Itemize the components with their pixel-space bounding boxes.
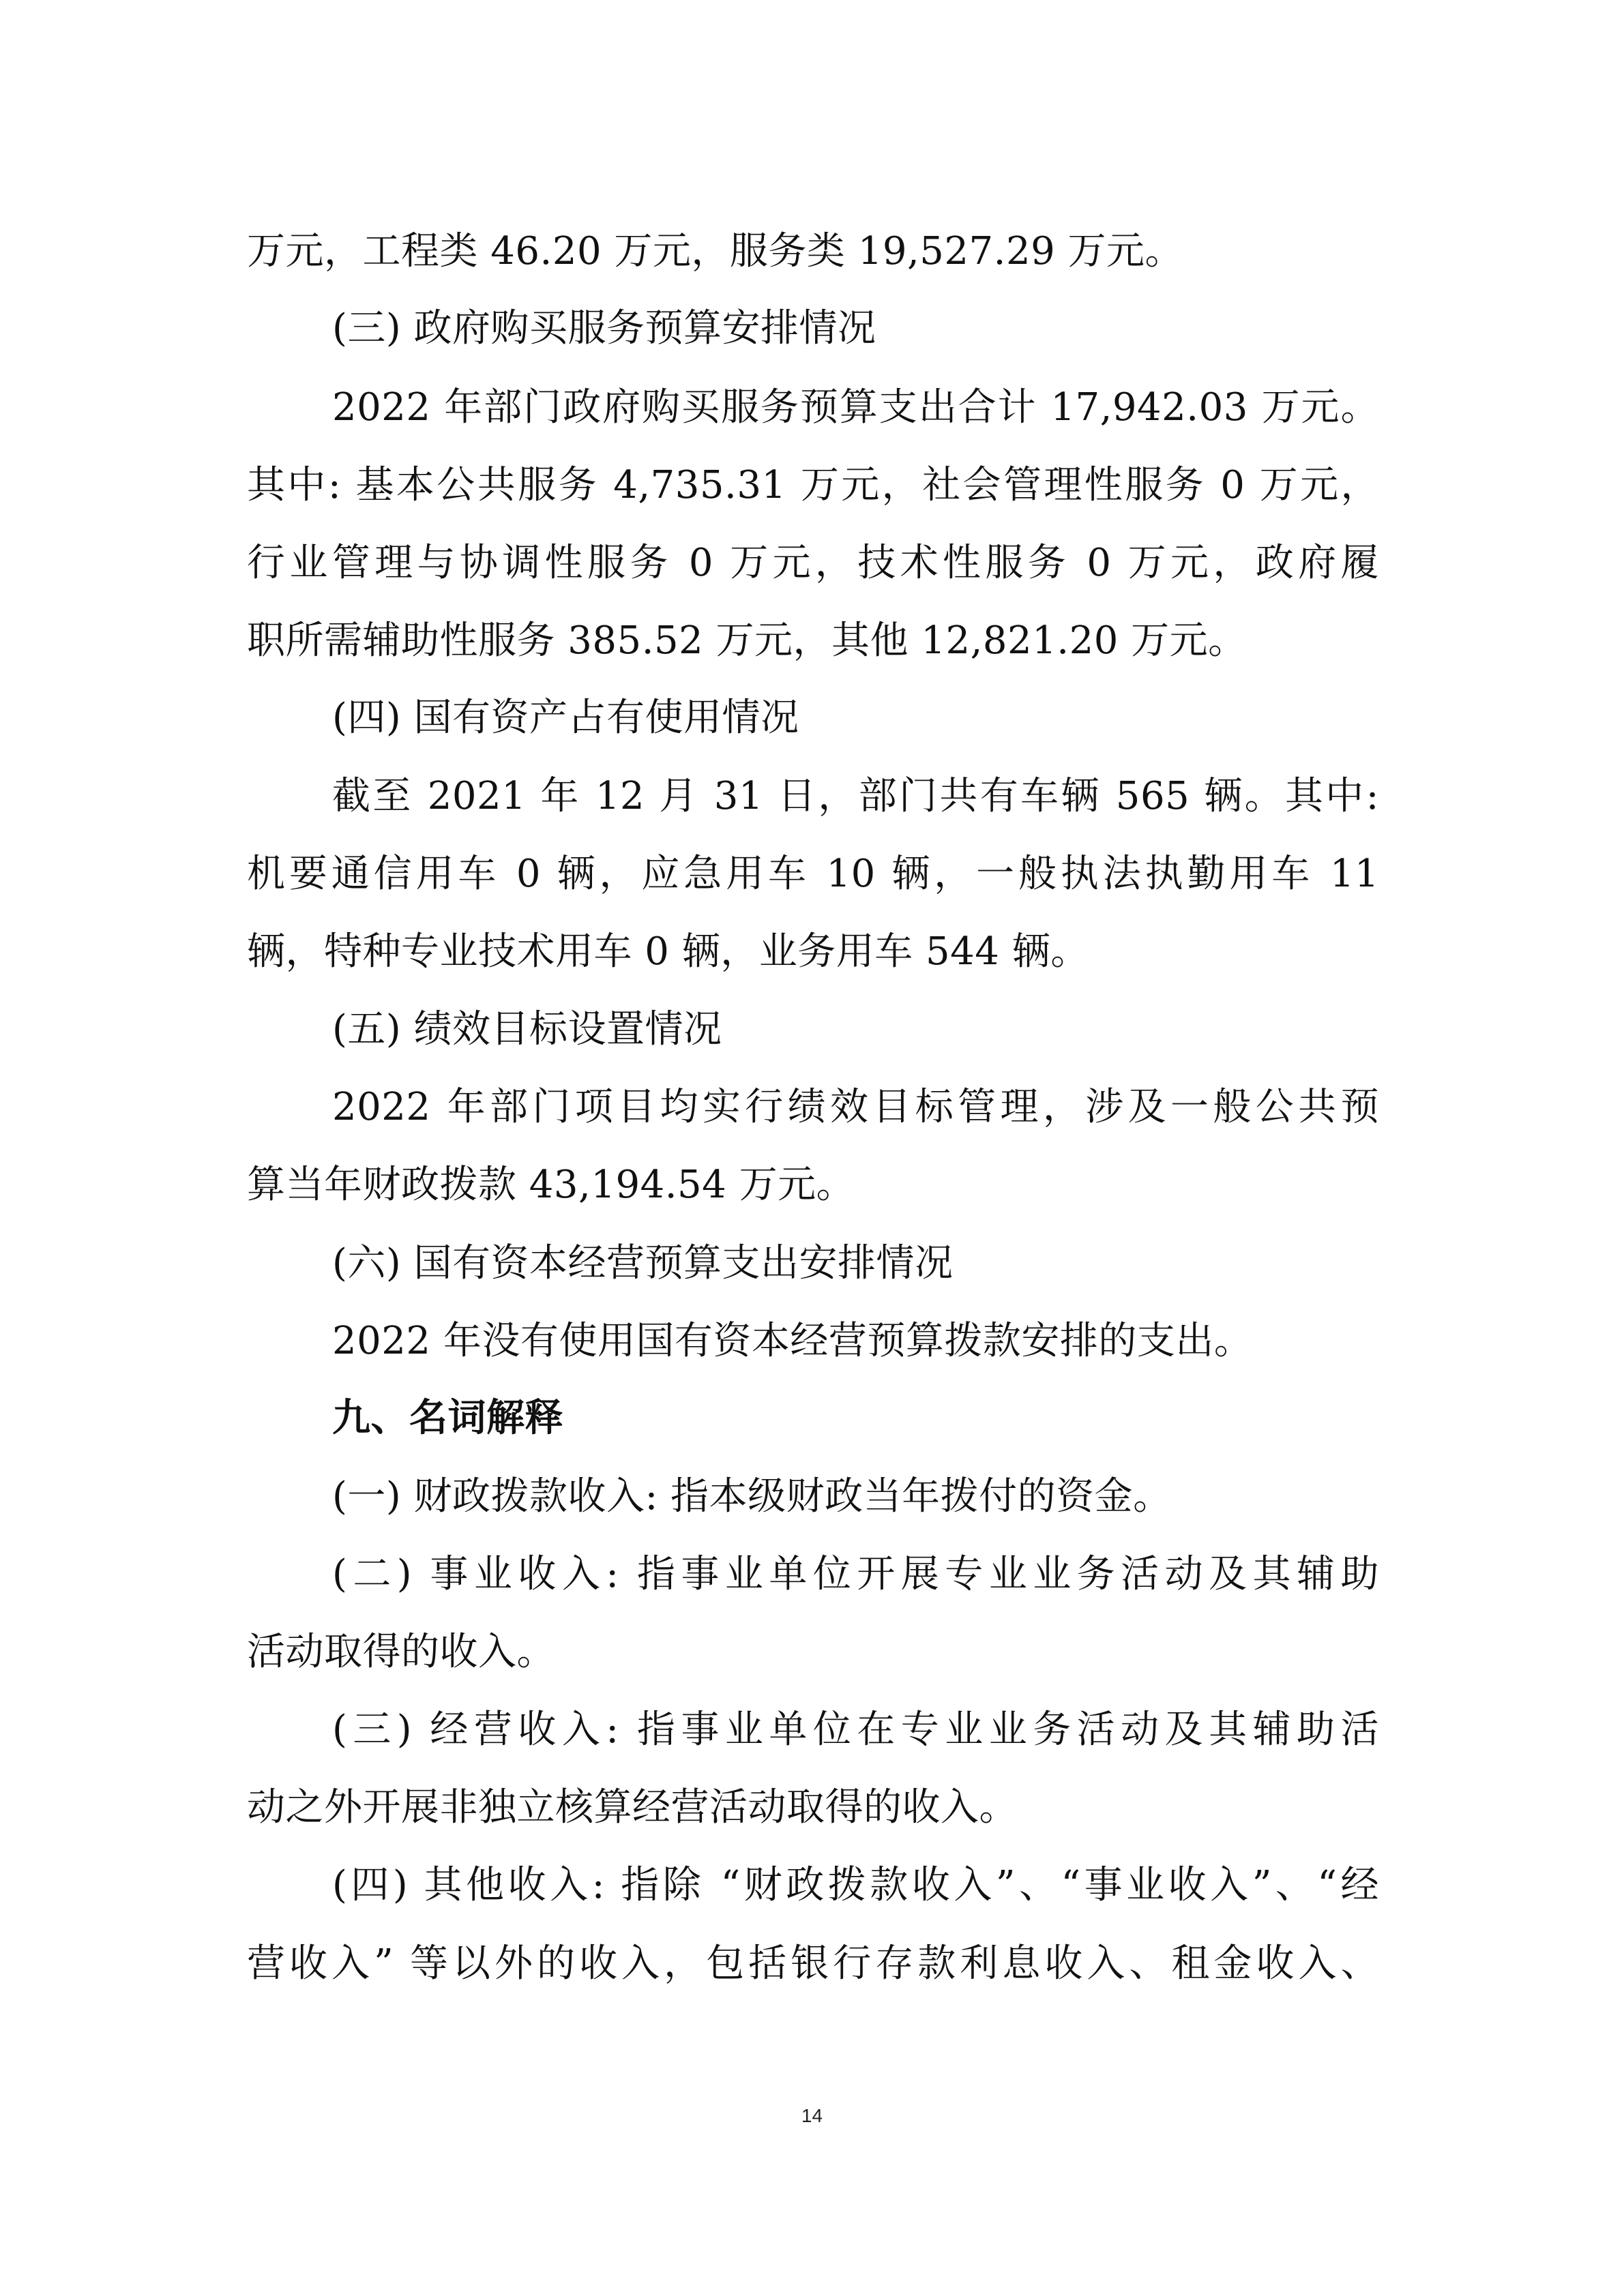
section-heading: (六) 国有资本经营预算支出安排情况 — [332, 1241, 954, 1285]
definition-line: (二) 事业收入: 指事业单位开展专业业务活动及其辅助 — [332, 1552, 1379, 1596]
paragraph-line: 万元，工程类 46.20 万元，服务类 19,527.29 万元。 — [247, 229, 1184, 273]
paragraph-line: 机要通信用车 0 辆，应急用车 10 辆，一般执法执勤用车 11 — [247, 852, 1379, 896]
definition-line: 营收入” 等以外的收入，包括银行存款利息收入、租金收入、 — [247, 1941, 1379, 1986]
page-number: 14 — [801, 2105, 823, 2126]
paragraph-line: 算当年财政拨款 43,194.54 万元。 — [247, 1163, 855, 1207]
section-heading: (五) 绩效目标设置情况 — [332, 1007, 722, 1052]
paragraph-line: 2022 年部门项目均实行绩效目标管理，涉及一般公共预 — [332, 1085, 1379, 1129]
paragraph-line: 职所需辅助性服务 385.52 万元，其他 12,821.20 万元。 — [247, 618, 1247, 663]
definition-line: (三) 经营收入: 指事业单位在专业业务活动及其辅助活 — [332, 1708, 1379, 1752]
section-heading: (三) 政府购买服务预算安排情况 — [332, 306, 876, 351]
paragraph-line: 辆，特种专业技术用车 0 辆，业务用车 544 辆。 — [247, 929, 1089, 974]
paragraph-line: 截至 2021 年 12 月 31 日，部门共有车辆 565 辆。其中: — [332, 774, 1379, 818]
definition-line: 动之外开展非独立核算经营活动取得的收入。 — [247, 1785, 1018, 1830]
chapter-heading: 九、名词解释 — [332, 1396, 563, 1440]
definition-line: (一) 财政拨款收入: 指本级财政当年拨付的资金。 — [332, 1474, 1172, 1519]
section-heading: (四) 国有资产占有使用情况 — [332, 696, 799, 740]
paragraph-line: 其中: 基本公共服务 4,735.31 万元，社会管理性服务 0 万元， — [247, 463, 1379, 507]
definition-line: 活动取得的收入。 — [247, 1630, 555, 1674]
definition-line: (四) 其他收入: 指除 “财政拨款收入”、“事业收入”、“经 — [332, 1863, 1380, 1907]
paragraph-line: 2022 年部门政府购买服务预算支出合计 17,942.03 万元。 — [332, 385, 1379, 430]
paragraph-line: 2022 年没有使用国有资本经营预算拨款安排的支出。 — [332, 1319, 1253, 1363]
paragraph-line: 行业管理与协调性服务 0 万元，技术性服务 0 万元，政府履 — [247, 541, 1379, 585]
